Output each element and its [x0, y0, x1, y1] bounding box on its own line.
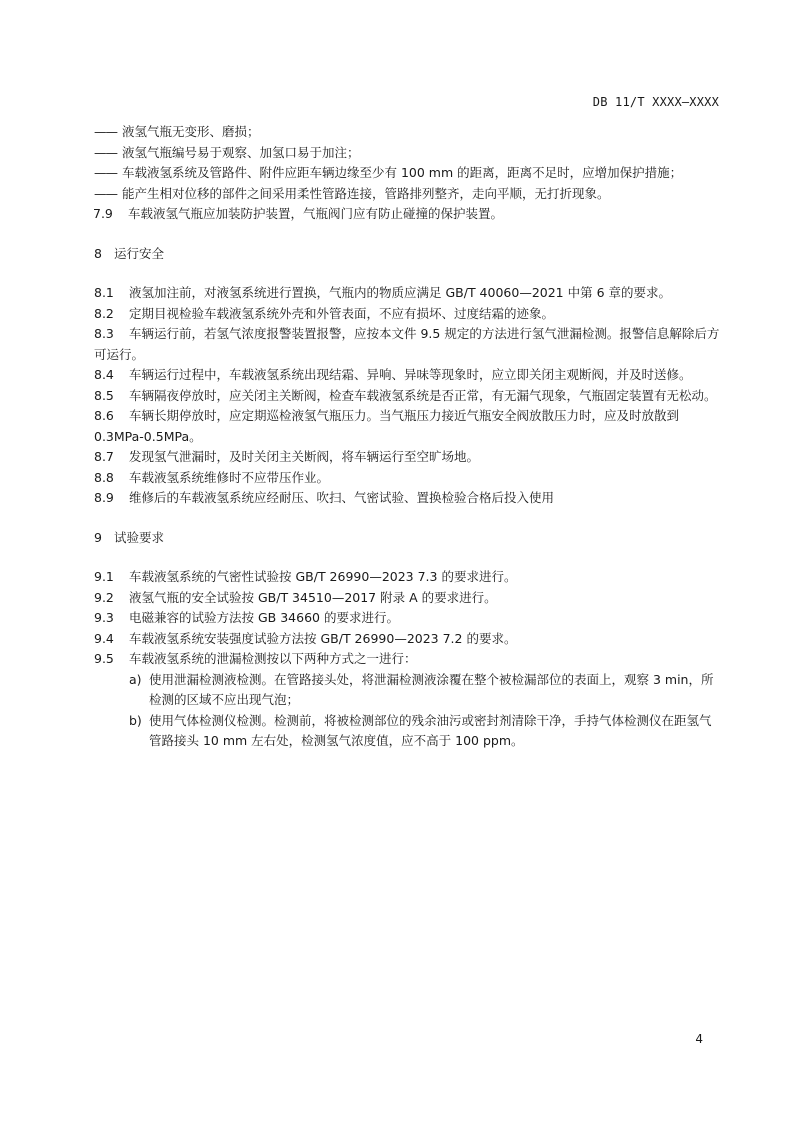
clause-number: 9.2	[94, 589, 114, 605]
clause-8-9	[94, 488, 720, 509]
clause-number: 9.5	[94, 651, 114, 666]
sub-item-text: 使用气体检测仪检测。检测前，将被检测部位的残余油污或密封剂清除干净，手持气体检测仪在距氢气管路接头 10 mm 左右处，检测氢气浓度值，应不高于 100 ppm。	[149, 712, 712, 748]
clause-number: 7.9	[93, 206, 113, 221]
clause-number: 8.9	[94, 490, 114, 505]
dash-marker: ——	[94, 144, 117, 160]
clause-text: 车载液氢气瓶应加装防护装置，气瓶阀门应有防止碰撞的保护装置。	[128, 206, 504, 221]
clause-text: 车载液氢系统维修时不应带压作业。	[129, 469, 330, 485]
clause-8-7	[94, 447, 720, 468]
clause-text: 电磁兼容的试验方法按 GB 34660 的要求进行。	[129, 610, 399, 625]
dash-marker: ——	[94, 124, 117, 139]
document-code-header: DB 11/T XXXX—XXXX	[592, 95, 719, 109]
sub-item-marker: a)	[129, 671, 142, 687]
clause-number: 8.3	[94, 326, 114, 341]
clause-text: 发现氢气泄漏时，及时关闭主关断阀，将车辆运行至空旷场地。	[129, 449, 480, 464]
sub-item-marker: b)	[129, 712, 142, 728]
clause-9-5	[94, 649, 720, 670]
clause-8-3	[94, 324, 720, 365]
clause-text: 液氢加注前，对液氢系统进行置换，气瓶内的物质应满足 GB/T 40060—2021 中第 6 章的要求。	[129, 285, 672, 300]
clause-text: 车辆隔夜停放时，应关闭主关断阀，检查车载液氢系统是否正常，有无漏气现象，气瓶固定装置有无松动。	[129, 387, 717, 403]
clause-number: 9.1	[94, 569, 114, 584]
list-item-text: 液氢气瓶无变形、磨损；	[122, 124, 260, 139]
list-item-text: 车载液氢系统及管路件、附件应距车辆边缘至少有 100 mm 的距离，距离不足时，应增加保护措施；	[122, 165, 683, 180]
section-title: 试验要求	[114, 529, 165, 545]
sub-item-text: 使用泄漏检测液检测。在管路接头处，将泄漏检测液涂覆在整个被检漏部位的表面上，观察 3 min，所检测的区域不应出现气泡；	[149, 671, 714, 707]
clause-number: 8.7	[94, 449, 114, 464]
clause-text: 车辆运行过程中，车载液氢系统出现结霜、异响、异味等现象时，应立即关闭主观断阀，并及时送修。	[129, 367, 692, 382]
dash-marker: ——	[94, 185, 117, 201]
list-item	[94, 163, 720, 184]
clause-text: 维修后的车载液氢系统应经耐压、吹扫、气密试验、置换检验合格后投入使用	[129, 490, 555, 505]
clause-number: 8.5	[94, 387, 114, 403]
clause-8-4	[94, 365, 720, 386]
clause-number: 8.1	[94, 285, 114, 300]
clause-number: 8.2	[94, 305, 114, 321]
clause-text: 车载液氢系统安装强度试验方法按 GB/T 26990—2023 7.2 的要求。	[129, 630, 517, 646]
clause-text: 定期目视检验车载液氢系统外壳和外管表面，不应有损坏、过度结霜的迹象。	[129, 305, 555, 321]
clause-number: 8.4	[94, 367, 114, 382]
list-item	[94, 143, 720, 164]
section-heading-9	[94, 528, 720, 549]
clause-text: 液氢气瓶的安全试验按 GB/T 34510—2017 附录 A 的要求进行。	[129, 589, 497, 605]
clause-text: 车辆长期停放时，应定期巡检液氢气瓶压力。当气瓶压力接近气瓶安全阀放散压力时，应及时放散到 0.3MPa-0.5MPa。	[94, 408, 680, 444]
sub-list-item-a	[94, 670, 720, 711]
clause-8-1	[94, 283, 720, 304]
section-heading-8	[94, 244, 720, 265]
clause-number: 8.8	[94, 469, 114, 485]
list-item	[94, 184, 720, 205]
dash-marker: ——	[94, 165, 117, 180]
clause-9-4	[94, 629, 720, 650]
list-item-text: 液氢气瓶编号易于观察、加氢口易于加注；	[122, 144, 360, 160]
clause-number: 9.4	[94, 630, 114, 646]
clause-text: 车载液氢系统的气密性试验按 GB/T 26990—2023 7.3 的要求进行。	[129, 569, 517, 584]
page-number: 4	[695, 1032, 703, 1046]
section-number: 8	[94, 245, 102, 261]
clause-text: 车辆运行前，若氢气浓度报警装置报警，应按本文件 9.5 规定的方法进行氢气泄漏检测。报警信息解除后方可运行。	[94, 326, 720, 362]
clause-9-1	[94, 567, 720, 588]
clause-9-3	[94, 608, 720, 629]
clause-8-2	[94, 304, 720, 325]
section-title: 运行安全	[114, 245, 165, 261]
clause-8-5	[94, 386, 720, 407]
list-item-text: 能产生相对位移的部件之间采用柔性管路连接，管路排列整齐，走向平顺，无打折现象。	[122, 185, 610, 201]
clause-number: 8.6	[94, 408, 114, 423]
clause-8-8	[94, 468, 720, 489]
section-number: 9	[94, 529, 102, 545]
clause-9-2	[94, 588, 720, 609]
list-item	[94, 122, 720, 143]
clause-text: 车载液氢系统的泄漏检测按以下两种方式之一进行：	[129, 651, 417, 666]
clause-8-6	[94, 406, 720, 447]
page-body	[94, 122, 720, 752]
sub-list-item-b	[94, 711, 720, 752]
clause-number: 9.3	[94, 610, 114, 625]
clause-7-9	[93, 204, 720, 225]
